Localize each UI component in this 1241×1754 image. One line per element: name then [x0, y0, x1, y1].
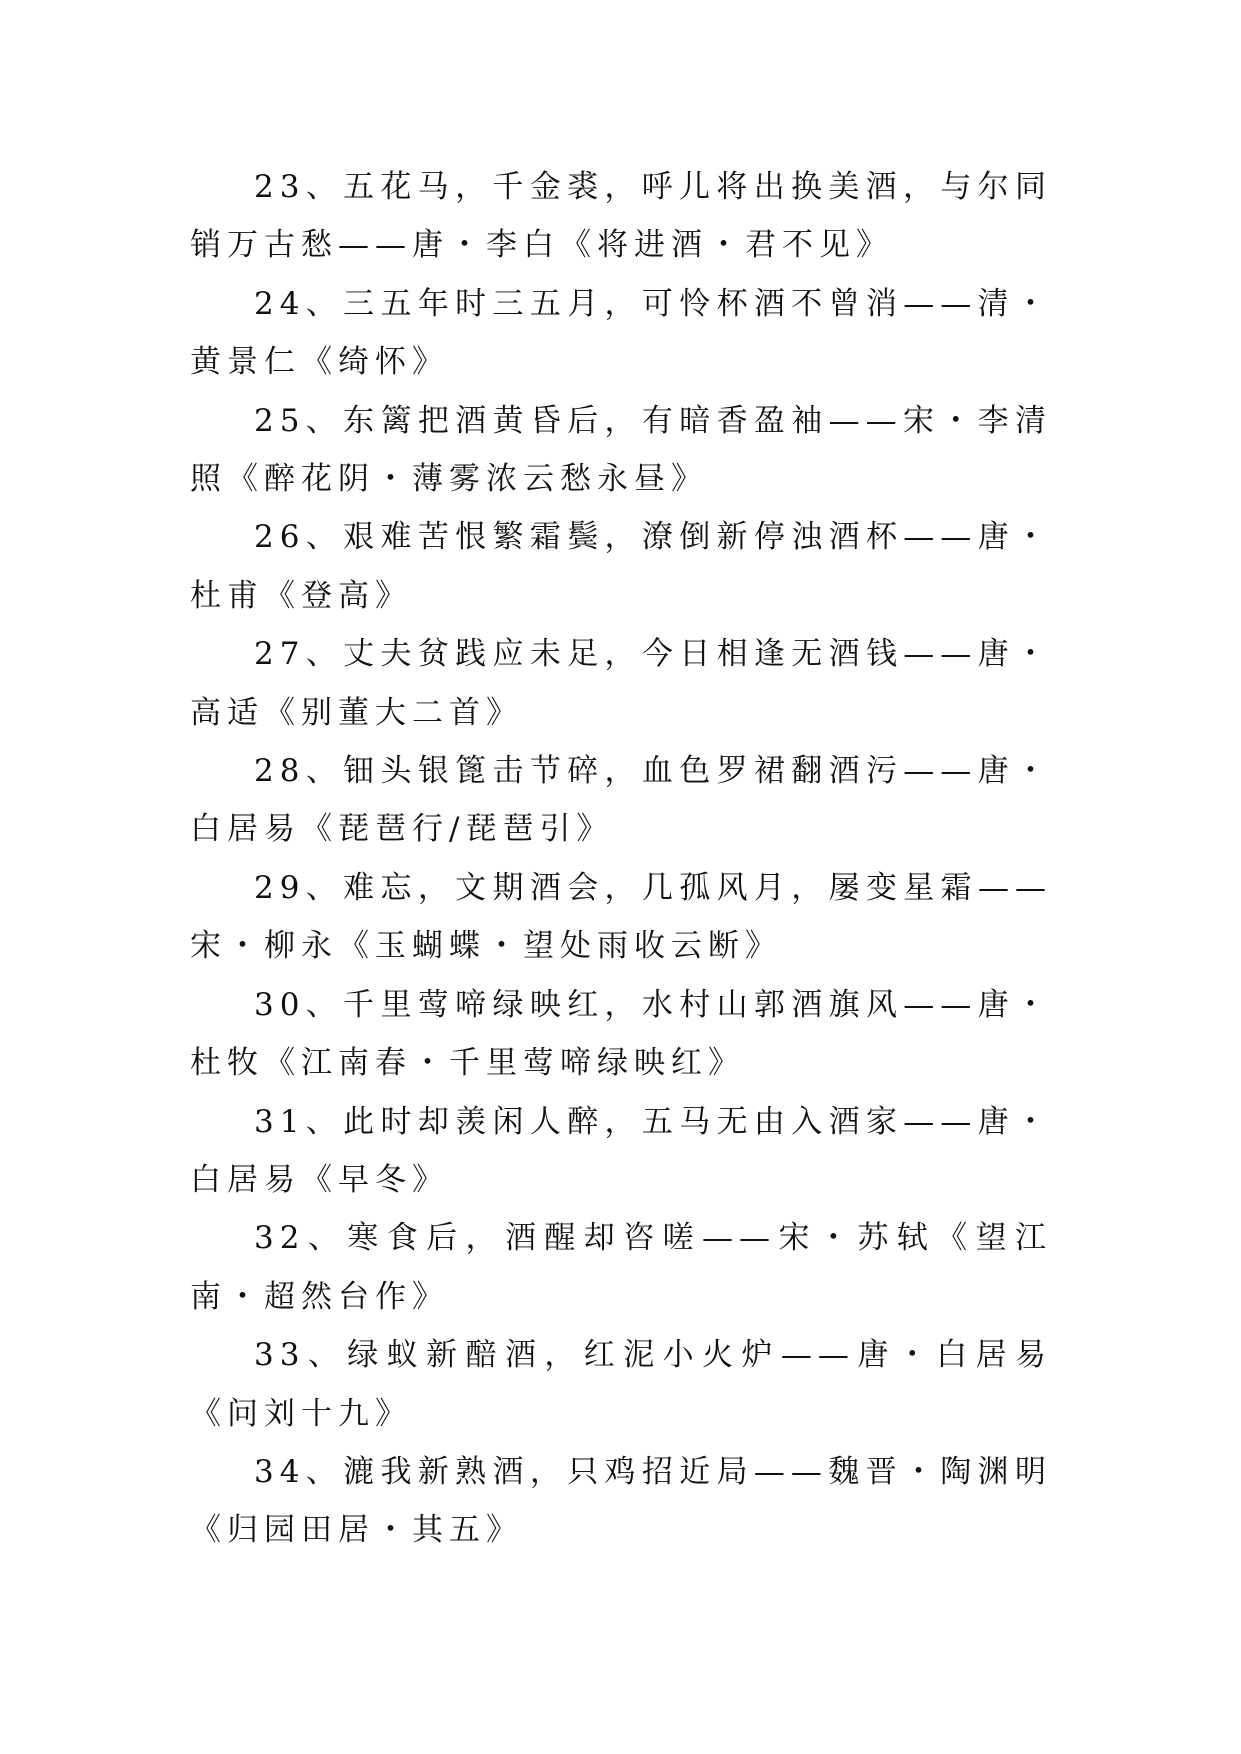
quote-entry-32: 32、寒食后，酒醒却咨嗟——宋・苏轼《望江南・超然台作》 — [190, 1220, 1052, 1315]
quote-entry-33: 33、绿蚁新醅酒，红泥小火炉——唐・白居易《问刘十九》 — [190, 1337, 1052, 1432]
quote-entry-28: 28、钿头银篦击节碎，血色罗裙翻酒污——唐・白居易《琵琶行/琵琶引》 — [190, 753, 1052, 848]
quote-entry-26: 26、艰难苦恨繁霜鬓，潦倒新停浊酒杯——唐・杜甫《登高》 — [190, 519, 1052, 614]
quote-entry-23: 23、五花马，千金裘，呼儿将出换美酒，与尔同销万古愁——唐・李白《将进酒・君不见》 — [190, 169, 1052, 264]
quote-entry-24: 24、三五年时三五月，可怜杯酒不曾消——清・黄景仁《绮怀》 — [190, 285, 1052, 381]
poem-quote-list — [190, 158, 1052, 1560]
quote-entry-30: 30、千里莺啼绿映红，水村山郭酒旗风——唐・杜牧《江南春・千里莺啼绿映红》 — [190, 986, 1052, 1082]
quote-entry-27: 27、丈夫贫践应未足，今日相逢无酒钱——唐・高适《别董大二首》 — [190, 636, 1052, 731]
quote-entry-29: 29、难忘，文期酒会，几孤风月，屡变星霜——宋・柳永《玉蝴蝶・望处雨收云断》 — [190, 869, 1052, 965]
quote-entry-25: 25、东篱把酒黄昏后，有暗香盈袖——宋・李清照《醉花阴・薄雾浓云愁永昼》 — [190, 402, 1052, 498]
quote-entry-34: 34、漉我新熟酒，只鸡招近局——魏晋・陶渊明《归园田居・其五》 — [190, 1453, 1052, 1549]
quote-entry-31: 31、此时却羡闲人醉，五马无由入酒家——唐・白居易《早冬》 — [190, 1103, 1052, 1198]
